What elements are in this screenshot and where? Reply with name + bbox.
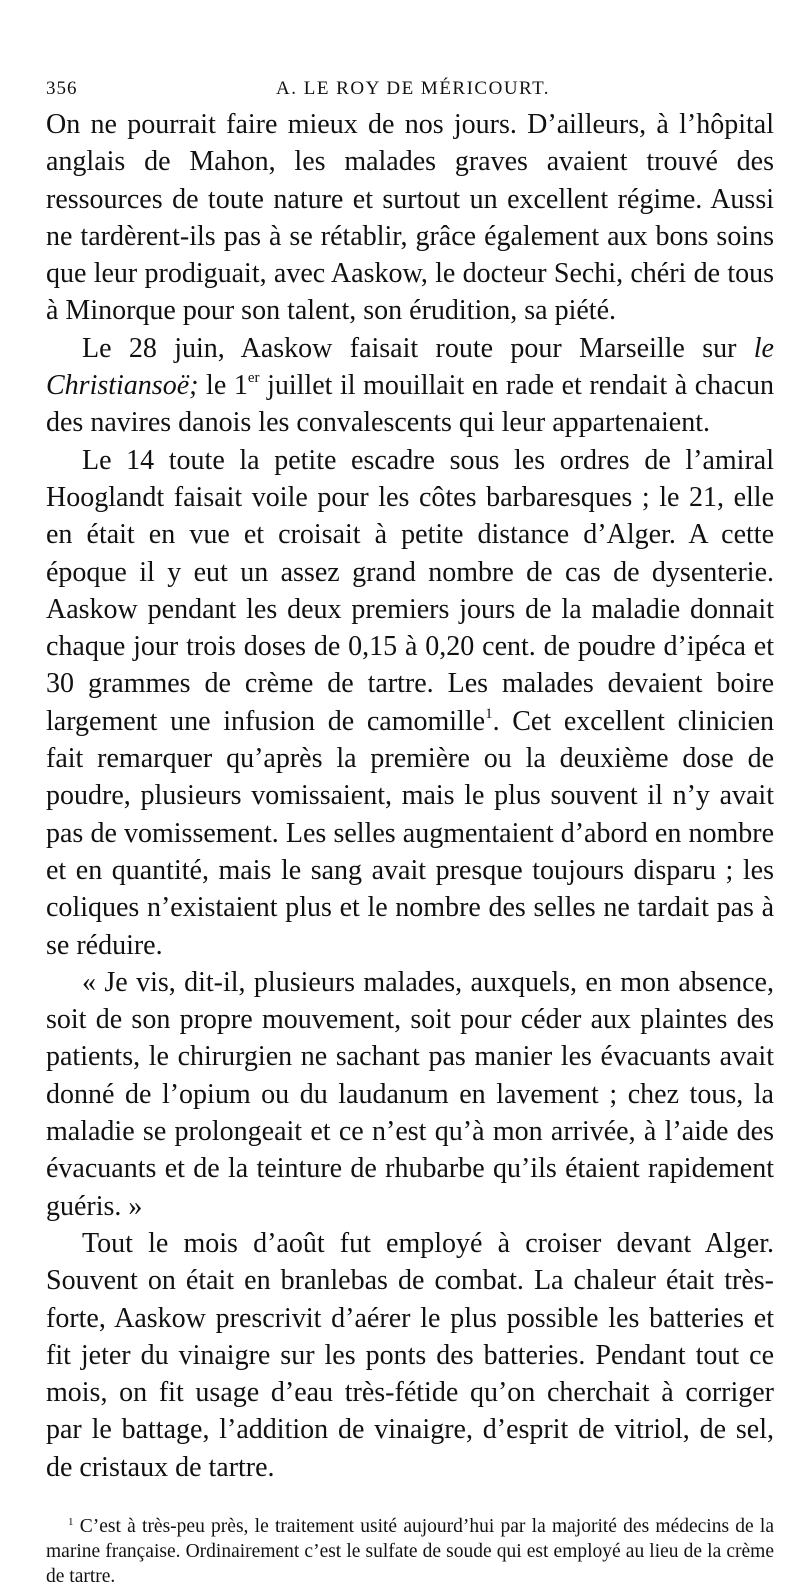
- text-run: le 1: [198, 370, 248, 402]
- ordinal-superscript: er: [247, 370, 260, 387]
- footnotes: [46, 1514, 774, 1589]
- text-run: Le 14 toute la petite escadre sous les ordres de l’amiral Hooglandt faisait voile pour les côtes barbaresques ; le 21, elle en était en vue et croisait à petite distance d’Alger. A cette époque il y eut un assez grand nombre de cas de dysenterie. Aaskow pendant les deux premiers jours de la maladie donnait chaque jour trois doses de 0,15 à 0,20 cent. de poudre d’ipéca et 30 grammes de crème de tartre. Les malades devaient boire largement une infusion de camomille: [46, 444, 774, 737]
- paragraph: On ne pourrait faire mieux de nos jours. D’ailleurs, à l’hôpital anglais de Mahon, les malades graves avaient trouvé des ressources de toute nature et surtout un excellent régime. Aussi ne tardèrent-ils pas à se rétablir, grâce également aux bons soins que leur prodiguait, avec Aaskow, le docteur Sechi, chéri de tous à Minorque pour son talent, son érudition, sa piété.: [46, 109, 774, 327]
- ship-name: le Christiansoë;: [46, 332, 774, 402]
- text-run: juillet il mouillait en rade et rendait à chacun des navires danois les convalescents qui leur appartenaient.: [46, 370, 774, 439]
- paragraph: [46, 330, 774, 442]
- book-page: [46, 78, 774, 1589]
- footnote-marker: 1: [68, 1515, 74, 1528]
- running-title: A. LE ROY DE MÉRICOURT.: [276, 78, 551, 99]
- running-head: [46, 78, 774, 100]
- paragraph: [46, 442, 774, 964]
- page-number: 356: [46, 78, 78, 99]
- text-run: . Cet excellent clinicien fait remarquer qu’après la première ou la deuxième dose de poudre, plusieurs vomissaient, mais le plus souvent il n’y avait pas de vomissement. Les selles augmentaient d’abord en nombre et en quantité, mais le sang avait presque toujours disparu ; les coliques n’existaient plus et le nombre des selles ne tardait pas à se réduire.: [46, 705, 774, 961]
- body-text: [46, 106, 774, 1486]
- paragraph: Tout le mois d’août fut employé à croiser devant Alger. Souvent on était en branlebas de combat. La chaleur était très-forte, Aaskow prescrivit d’aérer le plus possible les batteries et fit jeter du vinaigre sur les ponts des batteries. Pendant tout ce mois, on fit usage d’eau très-fétide qu’on cherchait à corriger par le battage, l’addition de vinaigre, d’esprit de vitriol, de sel, de cristaux de tartre.: [46, 1227, 774, 1483]
- footnote-reference: 1: [485, 705, 493, 722]
- text-run: Le 28 juin, Aaskow faisait route pour Marseille sur: [82, 332, 754, 364]
- paragraph: « Je vis, dit-il, plusieurs malades, auxquels, en mon absence, soit de son propre mouvement, soit pour céder aux plaintes des patients, le chirurgien ne sachant pas manier les évacuants avait donné de l’opium ou du laudanum en lavement ; chez tous, la maladie se prolongeait et ce n’est qu’à mon arrivée, à l’aide des évacuants et de la teinture de rhubarbe qu’ils étaient rapidement guéris. »: [46, 966, 774, 1222]
- footnote: [46, 1514, 774, 1589]
- footnote-text: C’est à très-peu près, le traitement usité aujourd’hui par la majorité des médecins de la marine française. Ordinairement c’est le sulfate de soude qui est employé au lieu de la crème de tartre.: [46, 1515, 774, 1587]
